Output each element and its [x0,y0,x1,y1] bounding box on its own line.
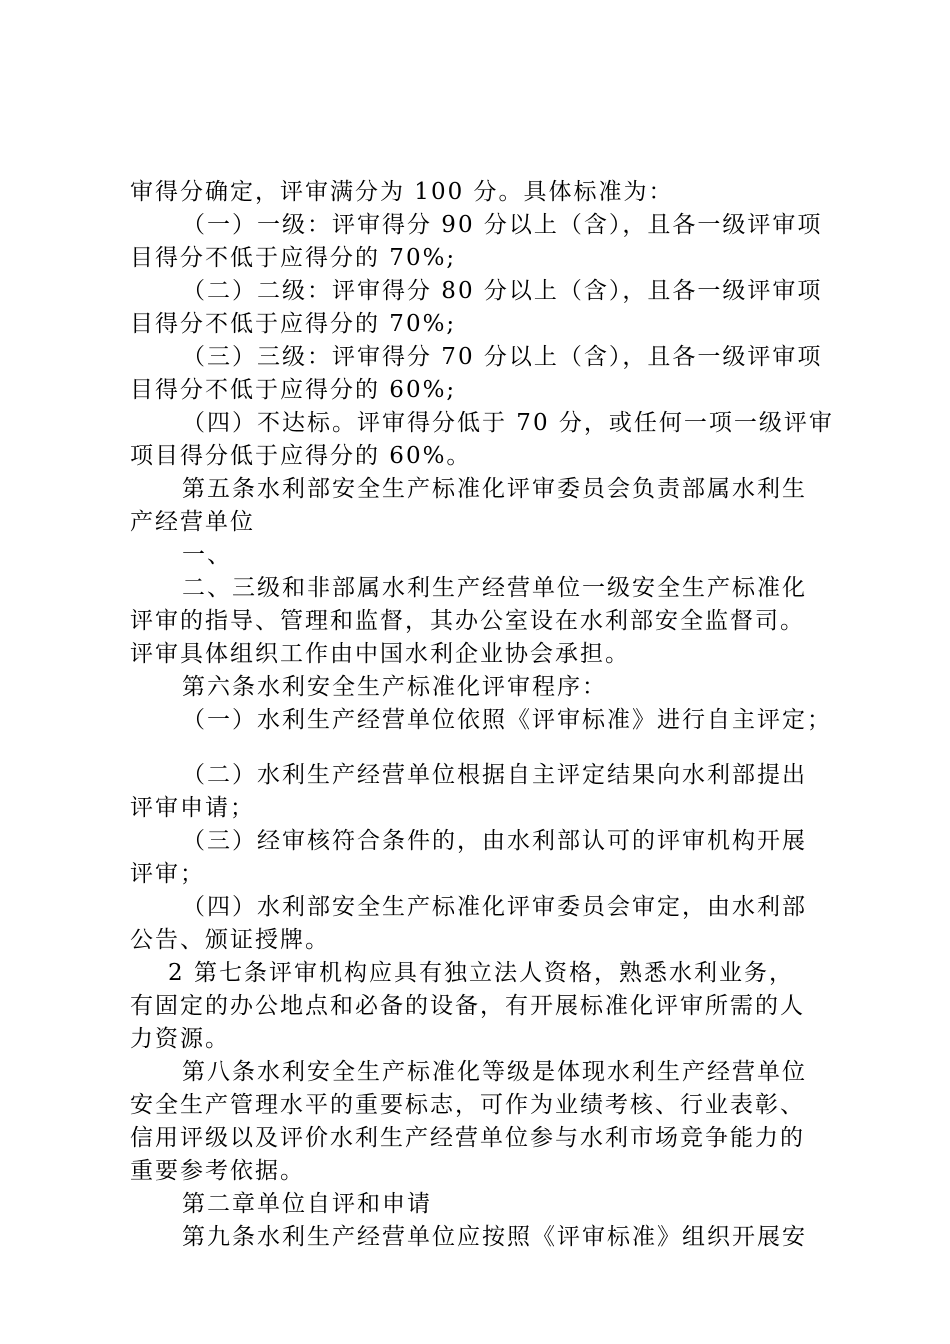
text-line: 信用评级以及评价水利生产经营单位参与水利市场竞争能力的 [130,1125,805,1151]
text-line: 评审； [130,861,205,887]
text-line: （四）水利部安全生产标准化评审委员会审定，由水利部 [182,894,807,920]
text-line: 安全生产管理水平的重要标志，可作为业绩考核、行业表彰、 [130,1092,805,1118]
text-line: 目得分不低于应得分的 70%; [130,245,457,271]
text-line: 产经营单位 [130,509,255,535]
text-line: 一、 [182,542,232,568]
text-line: 目得分不低于应得分的 70%; [130,311,457,337]
text-line: 项目得分低于应得分的 60%。 [130,443,472,469]
text-line: （三）三级：评审得分 70 分以上（含），且各一级评审项 [182,344,823,370]
text-line: 评审具体组织工作由中国水利企业协会承担。 [130,641,630,667]
text-line: 第六条水利安全生产标准化评审程序： [182,674,607,700]
text-line: 第八条水利安全生产标准化等级是体现水利生产经营单位 [182,1059,807,1085]
text-line: （四）不达标。评审得分低于 70 分，或任何一项一级评审 [182,410,834,436]
text-line: （二）水利生产经营单位根据自主评定结果向水利部提出 [182,762,807,788]
text-line: 二、三级和非部属水利生产经营单位一级安全生产标准化 [182,575,807,601]
text-line: 有固定的办公地点和必备的设备，有开展标准化评审所需的人 [130,993,805,1019]
text-line: 第五条水利部安全生产标准化评审委员会负责部属水利生 [182,476,807,502]
text-line: 第九条水利生产经营单位应按照《评审标准》组织开展安 [182,1224,807,1250]
text-line: 评审申请； [130,795,255,821]
text-line: 力资源。 [130,1026,230,1052]
text-line: （二）二级：评审得分 80 分以上（含），且各一级评审项 [182,278,823,304]
text-line: （一）一级：评审得分 90 分以上（含），且各一级评审项 [182,212,823,238]
text-line: 2 第七条评审机构应具有独立法人资格，熟悉水利业务， [168,960,794,986]
text-line: 审得分确定，评审满分为 100 分。具体标准为： [130,179,674,205]
text-line: 重要参考依据。 [130,1158,305,1184]
text-line: 第二章单位自评和申请 [182,1191,432,1217]
text-line: （一）水利生产经营单位依照《评审标准》进行自主评定； [182,707,832,733]
text-line: （三）经审核符合条件的，由水利部认可的评审机构开展 [182,828,807,854]
text-line: 公告、颁证授牌。 [130,927,330,953]
text-line: 评审的指导、管理和监督，其办公室设在水利部安全监督司。 [130,608,805,634]
text-line: 目得分不低于应得分的 60%; [130,377,457,403]
